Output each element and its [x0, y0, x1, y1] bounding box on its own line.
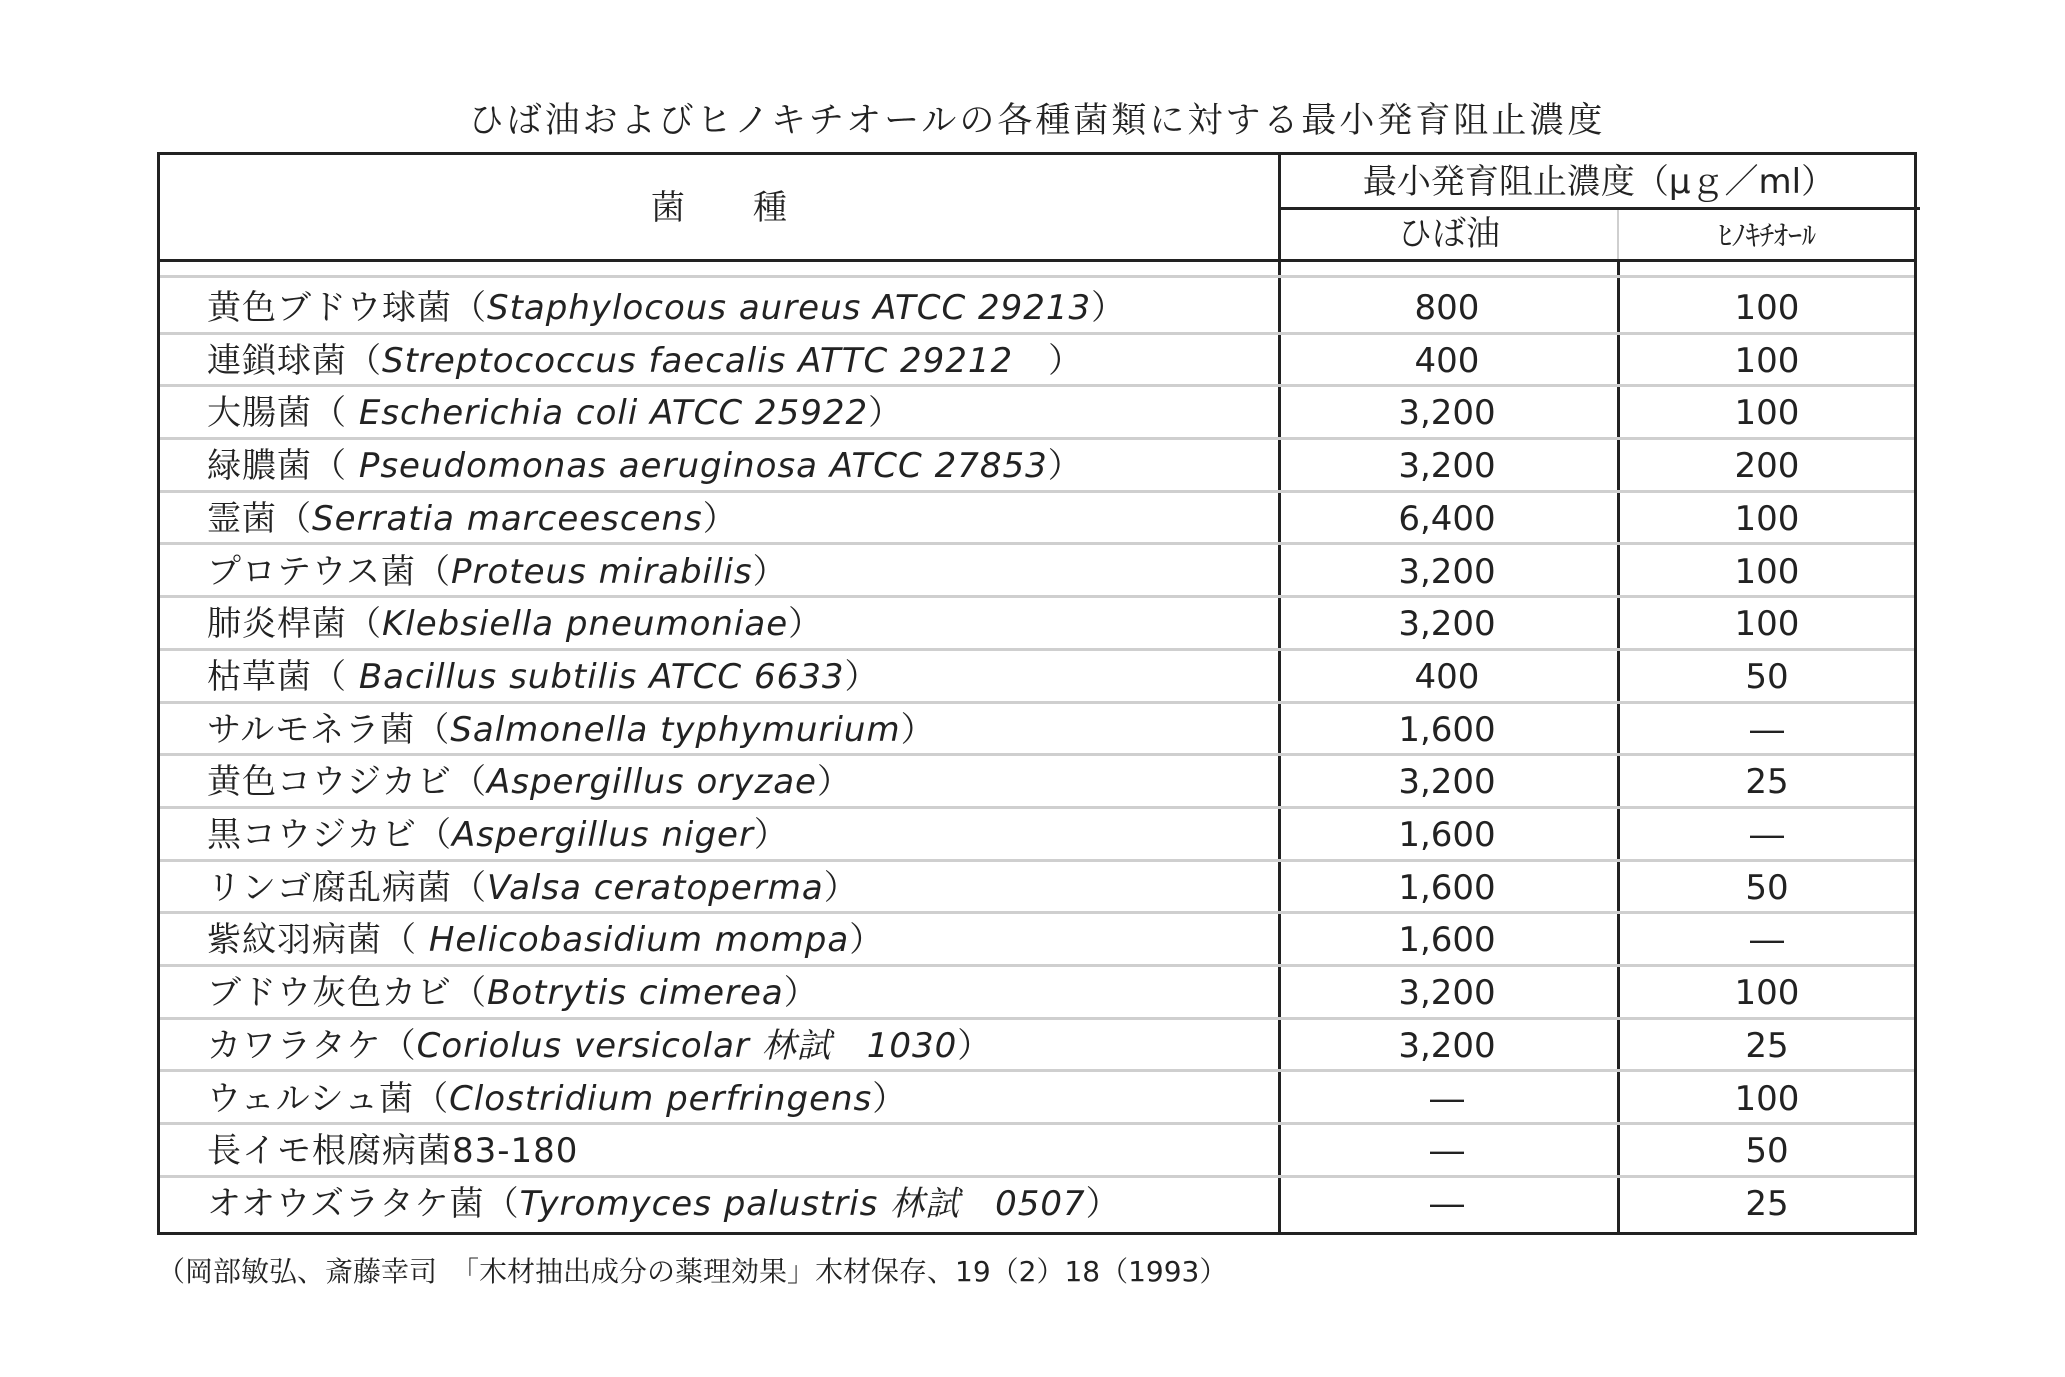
species-name [207, 1020, 992, 1072]
species-latin: Coriolus versicolar 林試 1030 [416, 1025, 958, 1066]
hiba-oil-value: 1,600 [1398, 867, 1496, 908]
species-close-paren: ） [1047, 446, 1083, 487]
table-row [160, 1178, 1914, 1231]
column-divider-subheader [1617, 210, 1619, 262]
table-row [160, 704, 1914, 757]
row-separator [160, 275, 1914, 278]
species-close-paren: ） [1091, 288, 1127, 328]
table-row [160, 335, 1914, 388]
species-japanese: 紫紋羽病菌（ [207, 920, 429, 961]
species-name [207, 809, 789, 861]
species-name [207, 598, 823, 650]
species-japanese: リンゴ腐乱病菌（ [207, 867, 487, 908]
species-latin: Streptococcus faecalis ATTC 29212 [382, 340, 1014, 381]
species-close-paren: ） [752, 551, 788, 592]
hinokitiol-value: 50 [1745, 1131, 1789, 1172]
hinokitiol-value: 50 [1745, 656, 1789, 697]
hiba-oil-value: ― [1430, 1078, 1464, 1119]
table-row [160, 1020, 1914, 1073]
hinokitiol-value: 100 [1734, 973, 1800, 1014]
hiba-oil-value: 1,600 [1398, 709, 1496, 750]
species-name [207, 1073, 907, 1125]
species-close-paren: ） [823, 867, 859, 908]
table-row [160, 440, 1914, 493]
table-row [160, 493, 1914, 546]
table-row [160, 598, 1914, 651]
header-species: 菌 種 [651, 188, 787, 228]
species-japanese: 黄色コウジカビ（ [207, 762, 487, 803]
species-latin: Salmonella typhymurium [450, 709, 901, 750]
table-row [160, 546, 1914, 599]
species-close-paren: ） [868, 393, 904, 434]
species-close-paren: ） [872, 1078, 908, 1119]
species-name [207, 282, 1126, 334]
hiba-oil-value: 3,200 [1398, 551, 1496, 592]
hinokitiol-value: 100 [1734, 288, 1800, 328]
hinokitiol-value: 100 [1734, 551, 1800, 592]
species-japanese: 長イモ根腐病菌83-180 [207, 1131, 579, 1172]
species-latin: Clostridium perfringens [449, 1078, 873, 1119]
species-japanese: 緑膿菌（ [207, 446, 359, 487]
hiba-oil-value: 1,600 [1398, 815, 1496, 855]
species-name [207, 493, 738, 545]
species-latin: Proteus mirabilis [450, 551, 753, 592]
hiba-oil-value: 3,200 [1398, 393, 1496, 434]
species-latin: Helicobasidium mompa [428, 920, 850, 961]
species-name [207, 756, 852, 808]
species-close-paren: ） [788, 604, 824, 645]
table-row [160, 914, 1914, 967]
header-mic: 最小発育阻止濃度（μｇ／ml） [1362, 162, 1836, 202]
species-japanese: 大腸菌（ [207, 393, 359, 434]
hiba-oil-value: 3,200 [1398, 762, 1496, 803]
species-latin: Klebsiella pneumoniae [382, 604, 789, 645]
species-japanese: 連鎖球菌（ [207, 340, 382, 381]
species-latin: Aspergillus oryzae [487, 762, 817, 803]
species-latin: Valsa ceratoperma [487, 867, 824, 908]
species-name [207, 387, 903, 439]
species-name [207, 440, 1083, 492]
hiba-oil-value: 800 [1414, 288, 1480, 328]
species-close-paren: ） [816, 762, 852, 803]
hinokitiol-value: 25 [1745, 1025, 1789, 1066]
species-name [207, 862, 859, 914]
species-latin: Tyromyces palustris 林試 0507 [519, 1183, 1086, 1224]
species-japanese: 肺炎桿菌（ [207, 604, 382, 645]
species-name [207, 1178, 1121, 1230]
species-japanese: カワラタケ（ [207, 1025, 417, 1066]
hiba-oil-value: 400 [1414, 340, 1480, 381]
hinokitiol-value: 100 [1734, 393, 1800, 434]
document-title: ひば油およびヒノキチオールの各種菌類に対する最小発育阻止濃度 [468, 101, 1606, 141]
table-row [160, 809, 1914, 862]
species-close-paren: ） [844, 656, 880, 697]
species-close-paren: ） [1085, 1183, 1121, 1224]
hinokitiol-value: ― [1750, 709, 1784, 750]
table-row [160, 862, 1914, 915]
hinokitiol-value: ― [1750, 920, 1784, 961]
species-name [207, 651, 879, 703]
hiba-oil-value: 3,200 [1398, 973, 1496, 1014]
hiba-oil-value: 6,400 [1398, 498, 1496, 539]
hiba-oil-value: 1,600 [1398, 920, 1496, 961]
table-row [160, 756, 1914, 809]
species-close-paren: ） [900, 709, 936, 750]
mic-table [157, 152, 1917, 1235]
species-latin: Staphylocous aureus ATCC 29213 [487, 288, 1092, 328]
table-row [160, 387, 1914, 440]
table-row [160, 282, 1914, 335]
hinokitiol-value: 100 [1734, 1078, 1800, 1119]
species-japanese: 黒コウジカビ（ [207, 815, 452, 855]
species-name [207, 546, 788, 598]
species-close-paren: ） [957, 1025, 993, 1066]
hinokitiol-value: 50 [1745, 867, 1789, 908]
table-row [160, 651, 1914, 704]
species-latin: Botrytis cimerea [487, 973, 784, 1014]
species-latin: Aspergillus niger [452, 815, 754, 855]
hiba-oil-value: 3,200 [1398, 1025, 1496, 1066]
species-japanese: 霊菌（ [207, 498, 312, 539]
species-name [207, 1125, 578, 1177]
header-hiba-oil: ひば油 [1398, 214, 1500, 254]
hinokitiol-value: 100 [1734, 340, 1800, 381]
species-latin: Bacillus subtilis ATCC 6633 [358, 656, 845, 697]
source-citation: （岡部敏弘、斎藤幸司 「木材抽出成分の薬理効果」木材保存、19（2）18（1993） [157, 1255, 1228, 1288]
hinokitiol-value: ― [1750, 815, 1784, 855]
species-latin: Pseudomonas aeruginosa ATCC 27853 [358, 446, 1048, 487]
hinokitiol-value: 25 [1745, 1183, 1789, 1224]
hinokitiol-value: 100 [1734, 604, 1800, 645]
table-row [160, 967, 1914, 1020]
species-name [207, 704, 936, 756]
species-close-paren: ） [1013, 340, 1084, 381]
table-row [160, 1073, 1914, 1126]
species-japanese: 枯草菌（ [207, 656, 359, 697]
species-close-paren: ） [783, 973, 819, 1014]
species-japanese: サルモネラ菌（ [207, 709, 451, 750]
hiba-oil-value: ― [1430, 1183, 1464, 1224]
hinokitiol-value: 200 [1734, 446, 1800, 487]
hinokitiol-value: 25 [1745, 762, 1789, 803]
species-japanese: ブドウ灰色カビ（ [207, 973, 487, 1014]
species-japanese: ウェルシュ菌（ [207, 1078, 450, 1119]
header-hinokitiol: ﾋﾉｷﾁｵｰﾙ [1717, 219, 1816, 252]
species-latin: Escherichia coli ATCC 25922 [358, 393, 869, 434]
species-japanese: 黄色ブドウ球菌（ [207, 288, 487, 328]
species-close-paren: ） [702, 498, 738, 539]
species-close-paren: ） [753, 815, 789, 855]
species-close-paren: ） [849, 920, 885, 961]
species-name [207, 914, 884, 966]
hiba-oil-value: 3,200 [1398, 446, 1496, 487]
hiba-oil-value: 3,200 [1398, 604, 1496, 645]
species-japanese: プロテウス菌（ [207, 551, 451, 592]
species-latin: Serratia marceescens [312, 498, 703, 539]
hiba-oil-value: 400 [1414, 656, 1480, 697]
hinokitiol-value: 100 [1734, 498, 1800, 539]
species-name [207, 967, 819, 1019]
table-row [160, 1125, 1914, 1178]
hiba-oil-value: ― [1430, 1131, 1464, 1172]
species-name [207, 335, 1083, 387]
species-japanese: オオウズラタケ菌（ [207, 1183, 520, 1224]
